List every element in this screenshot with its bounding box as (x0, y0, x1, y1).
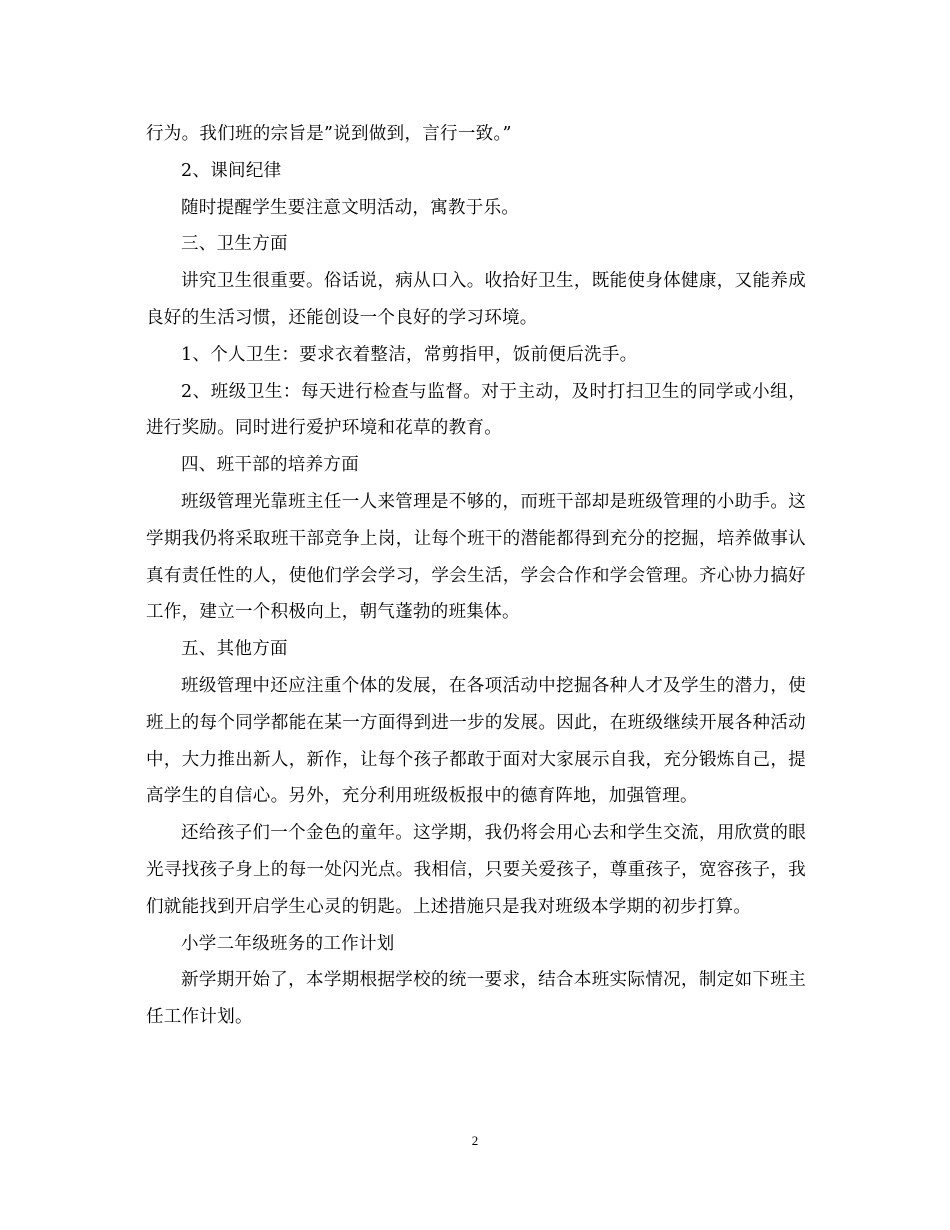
paragraph: 新学期开始了，本学期根据学校的统一要求，结合本班实际情况，制定如下班主任工作计划。 (146, 970, 806, 1028)
paragraph-personal-hygiene: 1、个人卫生：要求衣着整洁，常剪指甲，饭前便后洗手。 (181, 344, 638, 365)
paragraph-class-hygiene: 2、班级卫生：每天进行检查与监督。对于主动，及时打扫卫生的同学或小组，进行奖励。同时进行爱护环境和花草的教育。 (146, 381, 806, 439)
paragraph-continuation: 行为。我们班的宗旨是”说到做到，言行一致。” (146, 124, 512, 144)
paragraph: 班级管理中还应注重个体的发展，在各项活动中挖掘各种人才及学生的潜力，使班上的每个同学都能在某一方面得到进一步的发展。因此，在班级继续开展各种活动中，大力推出新人，新作，让每个孩子都敢于面对大家展示自我，充分锻炼自己，提高学生的自信心。另外，充分利用班级板报中的德育阵地，加强管理。 (146, 675, 806, 807)
heading-hygiene: 三、卫生方面 (181, 234, 288, 255)
paragraph: 随时提醒学生要注意文明活动，寓教于乐。 (181, 197, 520, 218)
paragraph: 还给孩子们一个金色的童年。这学期，我仍将会用心去和学生交流，用欣赏的眼光寻找孩子身上的每一处闪光点。我相信，只要关爱孩子，尊重孩子，宽容孩子，我们就能找到开启学生心灵的钥匙。上述措施只是我对班级本学期的初步打算。 (146, 823, 806, 917)
heading-other-aspects: 五、其他方面 (181, 639, 288, 660)
heading-class-cadre: 四、班干部的培养方面 (181, 455, 359, 476)
heading-recess-discipline: 2、课间纪律 (181, 160, 282, 181)
paragraph: 班级管理光靠班主任一人来管理是不够的，而班干部却是班级管理的小助手。这学期我仍将采取班干部竞争上岗，让每个班干的潜能都得到充分的挖掘，培养做事认真有责任性的人，使他们学会学习，学会生活，学会合作和学会管理。齐心协力搞好工作，建立一个积极向上，朝气蓬勃的班集体。 (146, 491, 806, 623)
section-title: 小学二年级班务的工作计划 (181, 933, 395, 954)
page-number: 2 (471, 1133, 479, 1148)
paragraph: 讲究卫生很重要。俗话说，病从口入。收拾好卫生，既能使身体健康，又能养成良好的生活习惯，还能创设一个良好的学习环境。 (146, 271, 806, 328)
document-body (146, 116, 806, 1036)
